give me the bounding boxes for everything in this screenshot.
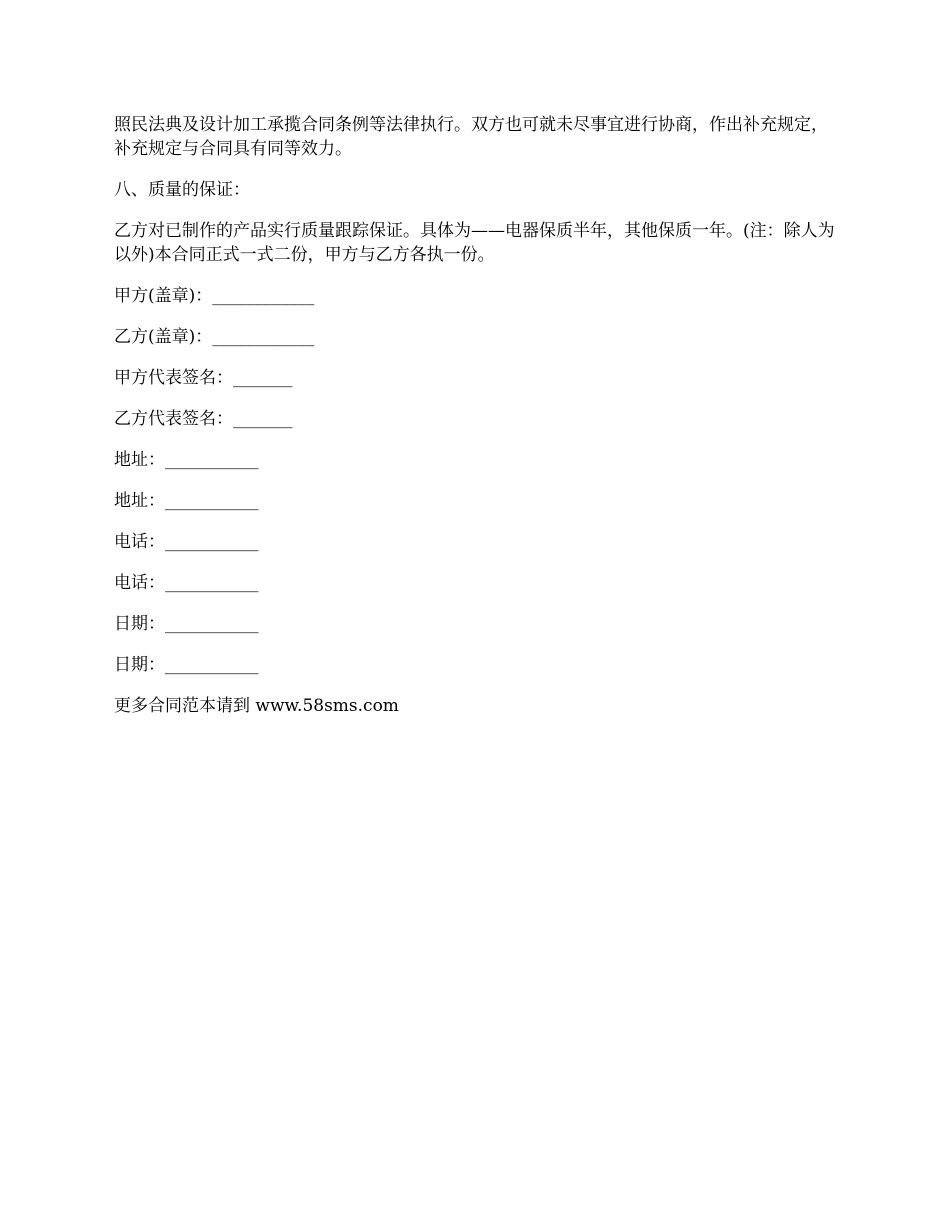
party-a-phone-field: 电话：___________: [114, 532, 259, 552]
party-a-address-field: 地址：___________: [114, 450, 259, 470]
party-a-representative-signature-field: 甲方代表签名：_______: [114, 368, 293, 388]
party-b-date-field: 日期：___________: [114, 655, 259, 675]
contract-clause-text: 照民法典及设计加工承揽合同条例等法律执行。双方也可就未尽事宜进行协商，作出补充规定，补充规定与合同具有同等效力。: [114, 115, 828, 159]
document-body: [114, 113, 842, 735]
section-heading-quality: 八、质量的保证：: [114, 180, 250, 200]
party-a-seal-field: 甲方(盖章)：____________: [114, 286, 315, 306]
party-a-date-field: 日期：___________: [114, 614, 259, 634]
party-b-address-field: 地址：___________: [114, 491, 259, 511]
party-b-representative-signature-field: 乙方代表签名：_______: [114, 409, 293, 429]
quality-guarantee-text: 乙方对已制作的产品实行质量跟踪保证。具体为——电器保质半年，其他保质一年。(注：除人为以外)本合同正式一式二份，甲方与乙方各执一份。: [114, 221, 835, 265]
party-b-seal-field: 乙方(盖章)：____________: [114, 327, 315, 347]
party-b-phone-field: 电话：___________: [114, 573, 259, 593]
footer-link-text: 更多合同范本请到 www.58sms.com: [114, 696, 399, 716]
